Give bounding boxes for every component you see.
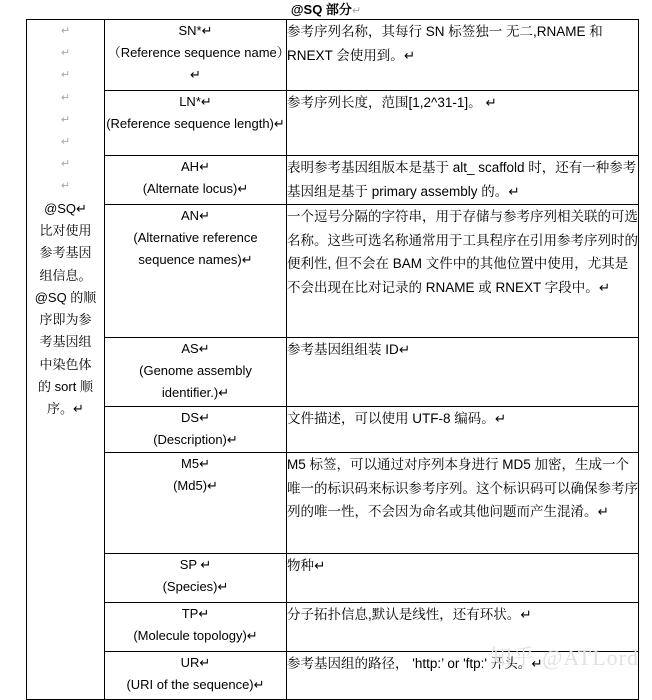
tag-name: SP ↵: [179, 557, 212, 572]
table-row: [27, 20, 639, 91]
desc-cell-tp: [287, 603, 639, 652]
tag-cell-sn: [105, 20, 287, 91]
group-line: @SQ↵: [44, 200, 87, 216]
group-line: 序。↵: [47, 401, 84, 417]
desc-cell-sp: [287, 554, 639, 603]
table-row: [27, 652, 639, 700]
return-mark: ↵: [60, 158, 71, 171]
pilcrow-mark: ↵: [351, 5, 362, 17]
group-line: 组信息。: [39, 267, 92, 283]
tag-cell-ln: [105, 91, 287, 156]
tag-name: AH↵: [181, 159, 210, 174]
group-line: 比对使用: [39, 222, 92, 238]
tag-name: AS↵: [181, 341, 210, 356]
tag-cell-tp: [105, 603, 287, 652]
tag-name: LN*↵: [179, 94, 212, 109]
table-row: [27, 554, 639, 603]
desc-cell-m5: [287, 453, 639, 554]
tag-cell-ur: [105, 652, 287, 700]
tag-description: (Species)↵: [162, 579, 229, 595]
table-row: [27, 205, 639, 338]
table-row: [27, 156, 639, 205]
desc-text: 分子拓扑信息,默认是线性，还有环状。↵: [287, 607, 532, 622]
tag-description: (Description)↵: [153, 432, 238, 448]
tag-name: M5↵: [181, 456, 210, 471]
desc-text: 表明参考基因组版本是基于 alt_ scaffold 时，还有一种参考基因组是基于 primary assembly 的。↵: [287, 160, 637, 199]
return-mark: ↵: [60, 69, 71, 82]
return-mark: ↵: [60, 113, 71, 126]
desc-text: 参考序列长度，范围[1,2^31-1]。 ↵: [287, 95, 497, 110]
tag-description: (Molecule topology)↵: [133, 628, 258, 644]
tag-description: (Alternative reference sequence names)↵: [133, 230, 258, 268]
tag-description: (Genome assembly identifier.)↵: [139, 363, 252, 401]
tag-description: （Reference sequence name）↵: [107, 45, 284, 83]
table-row: [27, 603, 639, 652]
tag-description: (Md5)↵: [173, 478, 218, 494]
group-line: @SQ 的顺: [34, 289, 97, 305]
tag-cell-as: [105, 338, 287, 407]
sq-fields-table: [26, 19, 639, 700]
desc-text: 文件描述，可以使用 UTF-8 编码。↵: [287, 411, 507, 426]
table-row: [27, 407, 639, 453]
page-title-text: @SQ 部分: [290, 2, 352, 17]
return-mark: ↵: [60, 25, 71, 37]
return-mark: ↵: [60, 136, 71, 149]
return-mark: ↵: [60, 47, 71, 60]
desc-text: 参考基因组组装 ID↵: [287, 342, 411, 357]
tag-name: SN*↵: [178, 23, 213, 38]
tag-cell-m5: [105, 453, 287, 554]
desc-cell-an: [287, 205, 639, 338]
tag-cell-sp: [105, 554, 287, 603]
table-row: [27, 91, 639, 156]
tag-name: UR↵: [180, 655, 211, 670]
group-line: 的 sort 顺: [38, 379, 93, 394]
desc-text: 参考基因组的路径， 'http:’ or 'ftp:' 开头。↵: [287, 656, 543, 671]
group-cell-sq: [27, 20, 105, 700]
desc-text: 物种↵: [287, 558, 326, 573]
return-mark: ↵: [60, 180, 71, 193]
desc-text: 参考序列名称，其每行 SN 标签独一 无二,RNAME 和 RNEXT 会使用到。↵: [287, 24, 603, 63]
tag-cell-an: [105, 205, 287, 338]
page-title: [0, 0, 652, 20]
desc-cell-ur: [287, 652, 639, 700]
tag-cell-ah: [105, 156, 287, 205]
group-line: 序即为参: [39, 312, 92, 328]
tag-description: (Reference sequence length)↵: [106, 116, 285, 132]
desc-text: M5 标签，可以通过对序列本身进行 MD5 加密，生成一个唯一的标识码来标识参考序列。这个标识码可以确保参考序列的唯一性，不会因为命名或其他问题而产生混淆。↵: [287, 457, 638, 520]
desc-cell-ah: [287, 156, 639, 205]
desc-cell-ds: [287, 407, 639, 453]
group-line: 考基因组: [39, 334, 92, 350]
desc-cell-as: [287, 338, 639, 407]
tag-cell-ds: [105, 407, 287, 453]
tag-name: DS↵: [181, 410, 210, 425]
table-body: [27, 20, 639, 700]
return-mark: ↵: [60, 91, 71, 104]
tag-description: (Alternate locus)↵: [142, 181, 249, 197]
desc-cell-sn: [287, 20, 639, 91]
desc-text: 一个逗号分隔的字符串，用于存储与参考序列相关联的可选名称。这些可选名称通常用于工具程序在引用参考序列时的便利性, 但不会在 BAM 文件中的其他位置中使用，尤其是不会出现在比对记录的 RNAME 或 RNEXT 字段中。↵: [287, 209, 638, 295]
group-line: 参考基因: [39, 245, 92, 261]
table-row: [27, 453, 639, 554]
group-line: 中染色体: [39, 356, 92, 372]
tag-description: (URI of the sequence)↵: [126, 677, 265, 693]
table-row: [27, 338, 639, 407]
watermark: 知乎 @ATLord: [489, 645, 639, 670]
tag-name: AN↵: [181, 208, 210, 223]
tag-name: TP↵: [181, 606, 210, 621]
desc-cell-ln: [287, 91, 639, 156]
